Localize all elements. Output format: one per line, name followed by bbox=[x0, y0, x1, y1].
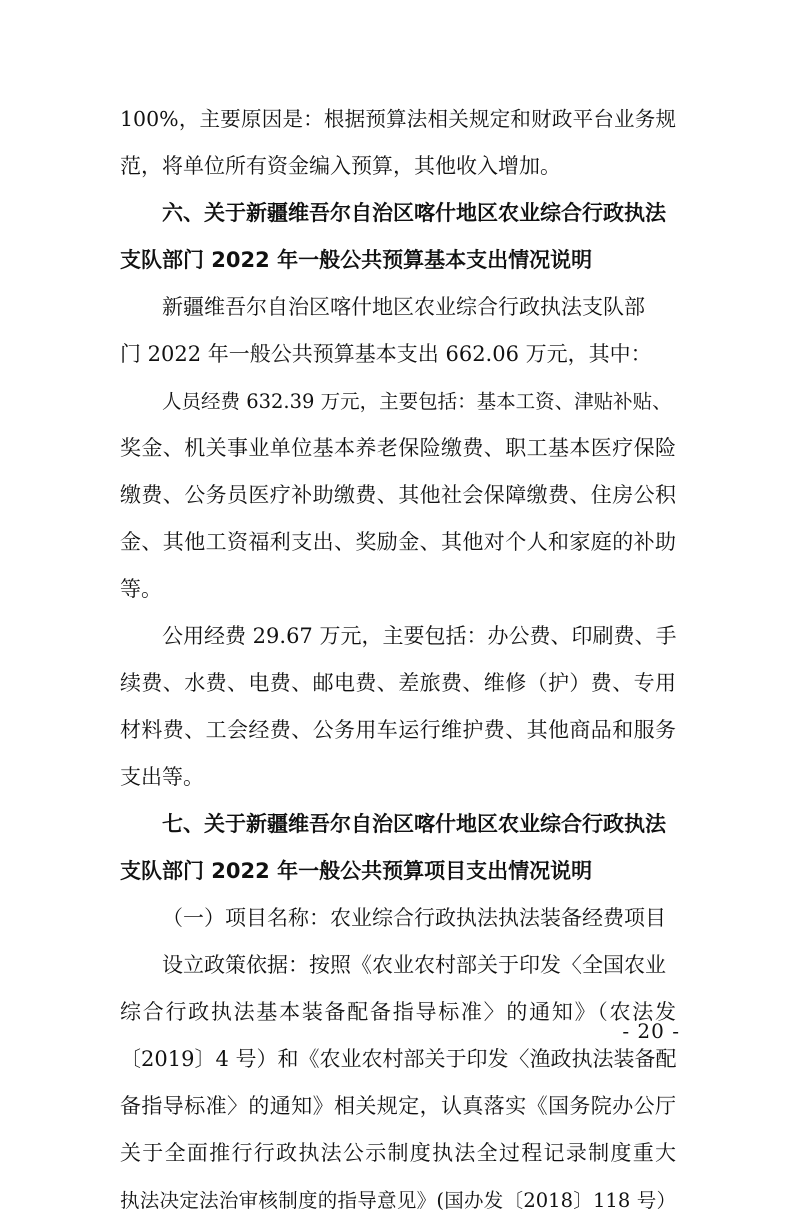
paragraph-line: 奖金、机关事业单位基本养老保险缴费、职工基本医疗保险 bbox=[120, 436, 676, 460]
paragraph-line: 设立政策依据：按照《农业农村部关于印发〈全国农业 bbox=[162, 953, 666, 977]
section-heading-line: 七、关于新疆维吾尔自治区喀什地区农业综合行政执法 bbox=[162, 812, 666, 836]
paragraph-line: 缴费、公务员医疗补助缴费、其他社会保障缴费、住房公积 bbox=[120, 483, 676, 507]
paragraph-line: 续费、水费、电费、邮电费、差旅费、维修（护）费、专用 bbox=[120, 671, 676, 695]
paragraph-line: 材料费、工会经费、公务用车运行维护费、其他商品和服务 bbox=[120, 718, 676, 742]
section-heading-line: 六、关于新疆维吾尔自治区喀什地区农业综合行政执法 bbox=[162, 201, 666, 225]
paragraph-line: 公用经费 29.67 万元，主要包括：办公费、印刷费、手 bbox=[162, 624, 676, 648]
paragraph-line: 新疆维吾尔自治区喀什地区农业综合行政执法支队部 bbox=[162, 295, 645, 319]
paragraph-line: 等。 bbox=[120, 577, 162, 601]
paragraph-line: 范，将单位所有资金编入预算，其他收入增加。 bbox=[120, 154, 561, 178]
paragraph-line: 综合行政执法基本装备配备指导标准〉的通知》（农法发 bbox=[120, 1000, 676, 1024]
section-heading-line: 支队部门 2022 年一般公共预算项目支出情况说明 bbox=[120, 859, 593, 883]
paragraph-line: 执法决定法治审核制度的指导意见》(国办发〔2018〕118 号） bbox=[120, 1189, 676, 1212]
paragraph-line: 门 2022 年一般公共预算基本支出 662.06 万元，其中： bbox=[120, 342, 652, 366]
paragraph-line: 备指导标准〉的通知》相关规定，认真落实《国务院办公厅 bbox=[120, 1094, 676, 1118]
section-heading-line: 支队部门 2022 年一般公共预算基本支出情况说明 bbox=[120, 248, 593, 272]
paragraph-line: 〔2019〕4 号）和《农业农村部关于印发〈渔政执法装备配 bbox=[120, 1047, 676, 1071]
paragraph-line: 100%，主要原因是：根据预算法相关规定和财政平台业务规 bbox=[120, 107, 676, 131]
paragraph-line: 人员经费 632.39 万元，主要包括：基本工资、津贴补贴、 bbox=[162, 390, 672, 413]
document-body bbox=[120, 96, 676, 1224]
paragraph-line: 支出等。 bbox=[120, 765, 204, 789]
page-number: - 20 - bbox=[622, 1019, 680, 1043]
paragraph-line: 金、其他工资福利支出、奖励金、其他对个人和家庭的补助 bbox=[120, 530, 676, 554]
paragraph-line: 关于全面推行行政执法公示制度执法全过程记录制度重大 bbox=[120, 1141, 676, 1165]
paragraph-line: （一）项目名称：农业综合行政执法执法装备经费项目 bbox=[162, 906, 666, 930]
